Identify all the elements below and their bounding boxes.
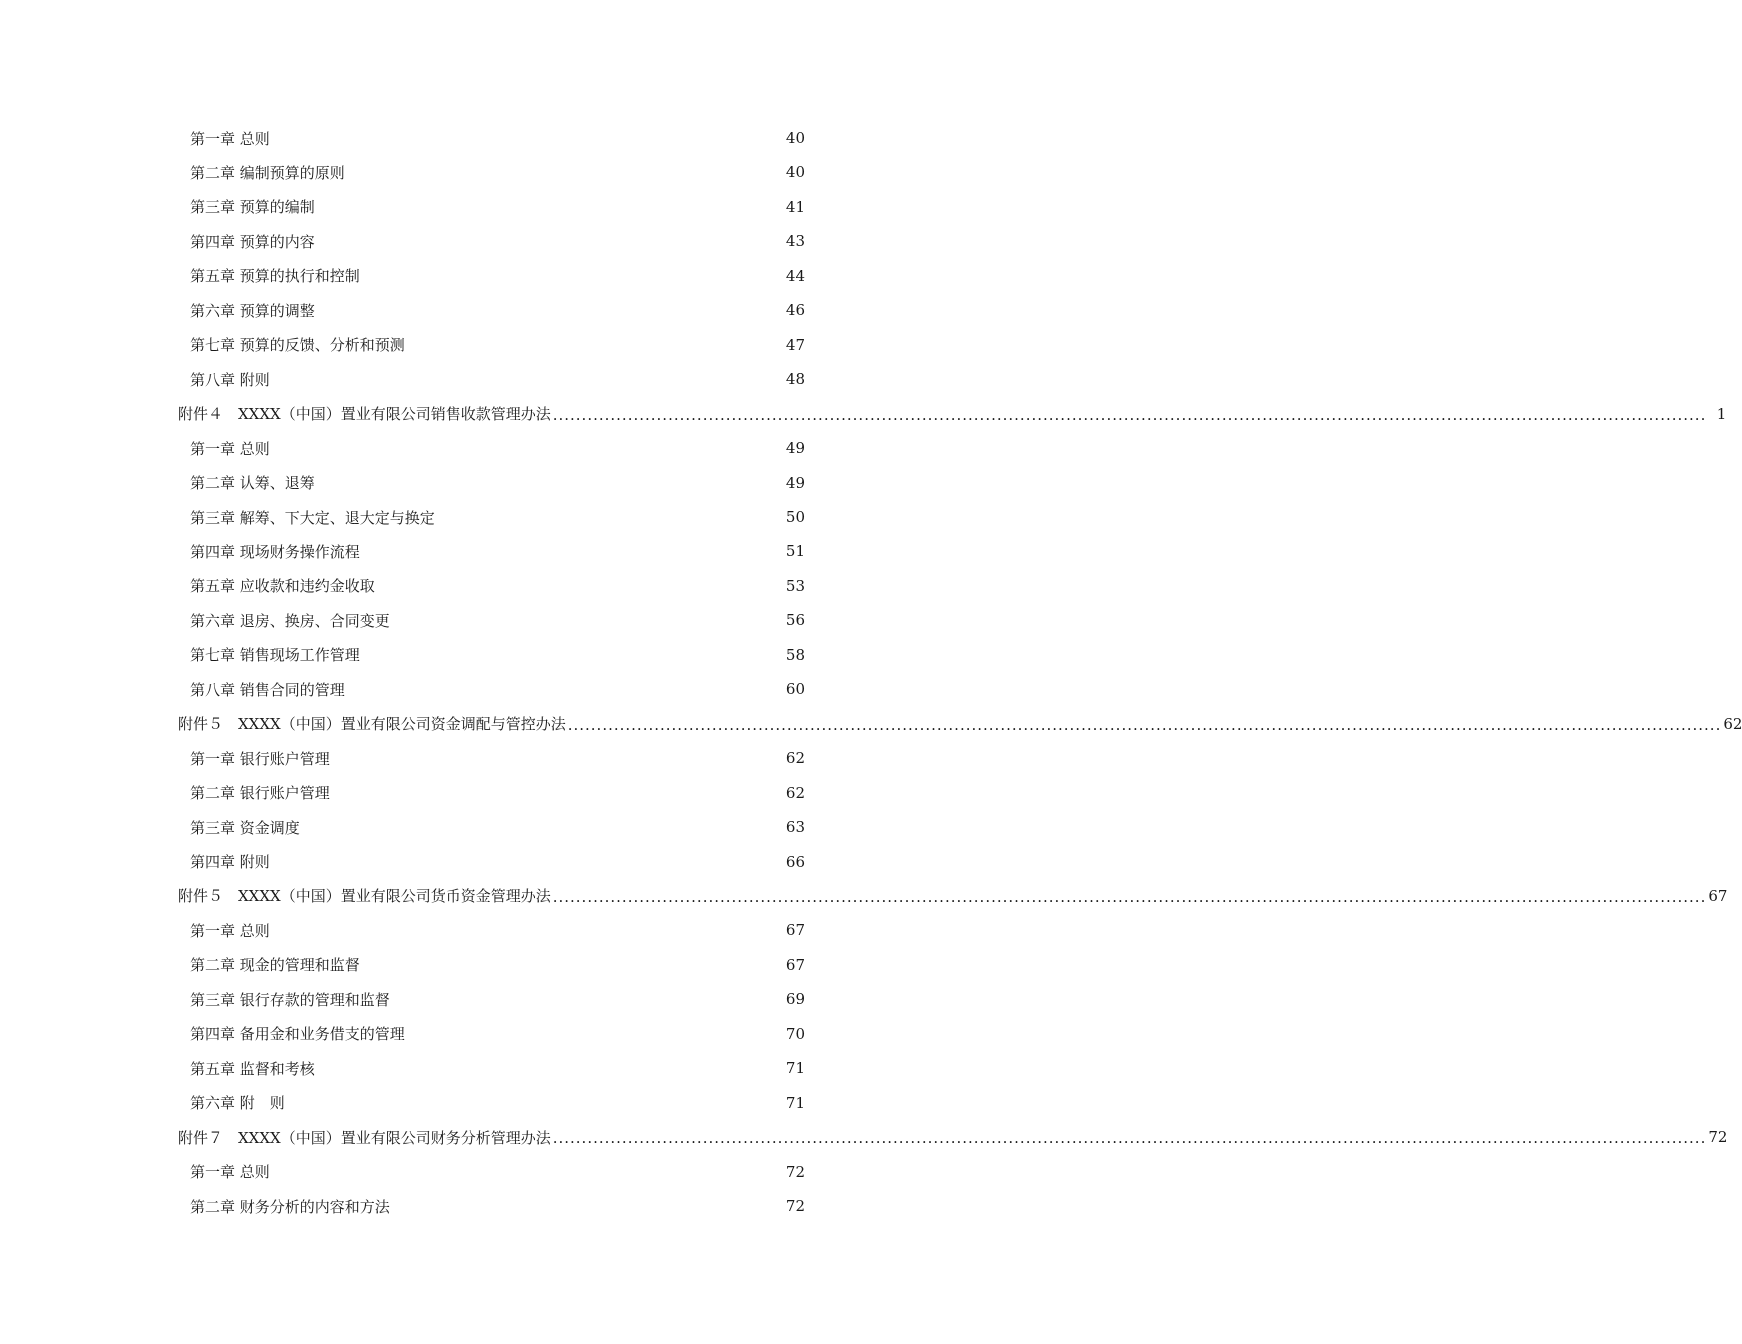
toc-entry-title: 第二章 财务分析的内容和方法 bbox=[190, 1197, 390, 1216]
toc-entry-page: 67 bbox=[1708, 886, 1728, 905]
toc-entry-page: 1 bbox=[1716, 404, 1727, 423]
toc-entry[interactable] bbox=[178, 1189, 805, 1223]
toc-entry-page: 63 bbox=[785, 818, 805, 836]
toc-entry[interactable] bbox=[178, 1086, 805, 1120]
toc-entry-page: 46 bbox=[785, 301, 805, 320]
toc-entry-page: 71 bbox=[785, 1059, 805, 1078]
toc-entry[interactable] bbox=[178, 707, 1742, 741]
toc-entry-title: 第五章 预算的执行和控制 bbox=[190, 267, 360, 286]
toc-entry-title: 第三章 资金调度 bbox=[190, 818, 300, 837]
toc-entry[interactable] bbox=[178, 1017, 805, 1051]
toc-entry-title: 第六章 退房、换房、合同变更 bbox=[190, 611, 390, 630]
toc-entry-page: 69 bbox=[785, 990, 805, 1009]
toc-entry-page: 49 bbox=[785, 473, 805, 492]
toc-entry[interactable] bbox=[178, 1051, 805, 1085]
toc-entry-title: 第四章 备用金和业务借支的管理 bbox=[190, 1025, 405, 1044]
toc-entry-page: 62 bbox=[1723, 714, 1742, 733]
toc-entry-title: 附件５ XXXX（中国）置业有限公司资金调配与管控办法 bbox=[178, 715, 566, 734]
toc-entry[interactable] bbox=[178, 603, 805, 637]
toc-entry-page: 60 bbox=[785, 680, 805, 699]
toc-entry[interactable] bbox=[178, 397, 1727, 431]
dot-leader: ........................................................................................................................................................................................................ bbox=[552, 405, 1707, 424]
toc-entry-title: 第一章 总则 bbox=[190, 129, 270, 148]
toc-entry-title: 第八章 附则 bbox=[190, 370, 270, 389]
toc-entry-title: 第一章 总则 bbox=[190, 439, 270, 458]
toc-entry-page: 44 bbox=[785, 266, 805, 285]
toc-entry[interactable] bbox=[178, 293, 805, 327]
toc-entry[interactable] bbox=[178, 913, 805, 947]
toc-entry-title: 第二章 认筹、退筹 bbox=[190, 474, 315, 492]
toc-entry[interactable] bbox=[178, 948, 805, 982]
toc-entry-title: 第一章 银行账户管理 bbox=[190, 749, 330, 768]
toc-entry[interactable] bbox=[178, 672, 805, 706]
toc-entry-title: 第五章 应收款和违约金收取 bbox=[190, 577, 375, 596]
toc-entry-title: 第六章 预算的调整 bbox=[190, 301, 315, 320]
toc-entry-title: 第四章 现场财务操作流程 bbox=[190, 542, 360, 561]
toc-entry-page: 66 bbox=[785, 852, 805, 871]
toc-entry[interactable] bbox=[178, 845, 805, 879]
toc-entry-title: 第七章 销售现场工作管理 bbox=[190, 646, 360, 665]
toc-entry-page: 72 bbox=[785, 1197, 805, 1215]
toc-entry[interactable] bbox=[178, 362, 805, 396]
toc-entry-title: 附件７ XXXX（中国）置业有限公司财务分析管理办法 bbox=[178, 1128, 551, 1147]
toc-entry-title: 第二章 银行账户管理 bbox=[190, 784, 330, 803]
toc-entry-title: 第二章 编制预算的原则 bbox=[190, 163, 345, 182]
toc-entry[interactable] bbox=[178, 1155, 805, 1189]
toc-entry-title: 第七章 预算的反馈、分析和预测 bbox=[190, 336, 405, 355]
toc-entry-page: 71 bbox=[785, 1093, 805, 1112]
toc-entry[interactable] bbox=[178, 190, 805, 224]
toc-entry[interactable] bbox=[178, 982, 805, 1016]
toc-entry-page: 72 bbox=[1708, 1128, 1728, 1147]
toc-entry-page: 40 bbox=[785, 163, 805, 182]
toc-entry[interactable] bbox=[178, 500, 805, 534]
toc-entry[interactable] bbox=[178, 1120, 1728, 1154]
toc-entry-page: 62 bbox=[785, 783, 805, 802]
toc-entry[interactable] bbox=[178, 155, 805, 189]
toc-entry-title: 第四章 附则 bbox=[190, 853, 270, 871]
toc-entry[interactable] bbox=[178, 879, 1728, 913]
toc-entry-page: 67 bbox=[785, 955, 805, 974]
toc-entry-title: 第三章 银行存款的管理和监督 bbox=[190, 990, 390, 1009]
toc-entry-page: 72 bbox=[785, 1162, 805, 1181]
toc-entry-title: 第五章 监督和考核 bbox=[190, 1059, 315, 1078]
toc-entry-page: 67 bbox=[785, 921, 805, 940]
toc-entry-title: 附件４ XXXX（中国）置业有限公司销售收款管理办法 bbox=[178, 405, 551, 424]
toc-entry[interactable] bbox=[178, 638, 805, 672]
toc-entry-page: 47 bbox=[785, 335, 805, 354]
toc-entry[interactable] bbox=[178, 466, 805, 500]
dot-leader: ........................................................................................................................................................................................................ bbox=[567, 715, 1722, 734]
toc-entry-title: 第三章 预算的编制 bbox=[190, 198, 315, 217]
toc-entry[interactable] bbox=[178, 534, 805, 568]
toc-entry-page: 48 bbox=[785, 370, 805, 389]
toc-entry-page: 56 bbox=[785, 611, 805, 630]
toc-entry-page: 41 bbox=[785, 197, 805, 216]
toc-entry-page: 49 bbox=[785, 439, 805, 458]
toc-entry[interactable] bbox=[178, 810, 805, 844]
toc-entry[interactable] bbox=[178, 328, 805, 362]
toc-entry-page: 40 bbox=[785, 129, 805, 147]
toc-entry-page: 51 bbox=[785, 542, 805, 561]
toc-entry-title: 第三章 解筹、下大定、退大定与换定 bbox=[190, 508, 435, 527]
toc-entry-title: 第一章 总则 bbox=[190, 1163, 270, 1181]
toc-entry-title: 第二章 现金的管理和监督 bbox=[190, 956, 360, 975]
toc-entry-page: 58 bbox=[785, 645, 805, 664]
toc-entry-title: 第八章 销售合同的管理 bbox=[190, 680, 345, 699]
toc-entry-title: 附件５ XXXX（中国）置业有限公司货币资金管理办法 bbox=[178, 887, 551, 906]
toc-entry-title: 第六章 附 则 bbox=[190, 1094, 285, 1113]
toc-entry-title: 第一章 总则 bbox=[190, 921, 270, 940]
toc-entry-page: 70 bbox=[785, 1024, 805, 1043]
toc-entry-page: 50 bbox=[785, 508, 805, 526]
toc-entry-page: 53 bbox=[785, 576, 805, 595]
dot-leader: ........................................................................................................................................................................................................ bbox=[552, 887, 1707, 906]
dot-leader: ........................................................................................................................................................................................................ bbox=[552, 1129, 1707, 1148]
toc-entry-page: 62 bbox=[785, 749, 805, 768]
toc-entry[interactable] bbox=[178, 121, 805, 155]
toc-entry[interactable] bbox=[178, 741, 805, 775]
toc-entry-title: 第四章 预算的内容 bbox=[190, 232, 315, 251]
toc-entry[interactable] bbox=[178, 259, 805, 293]
toc-entry[interactable] bbox=[178, 431, 805, 465]
toc-entry[interactable] bbox=[178, 224, 805, 258]
toc-entry-page: 43 bbox=[785, 232, 805, 251]
toc-entry[interactable] bbox=[178, 776, 805, 810]
toc-entry[interactable] bbox=[178, 569, 805, 603]
